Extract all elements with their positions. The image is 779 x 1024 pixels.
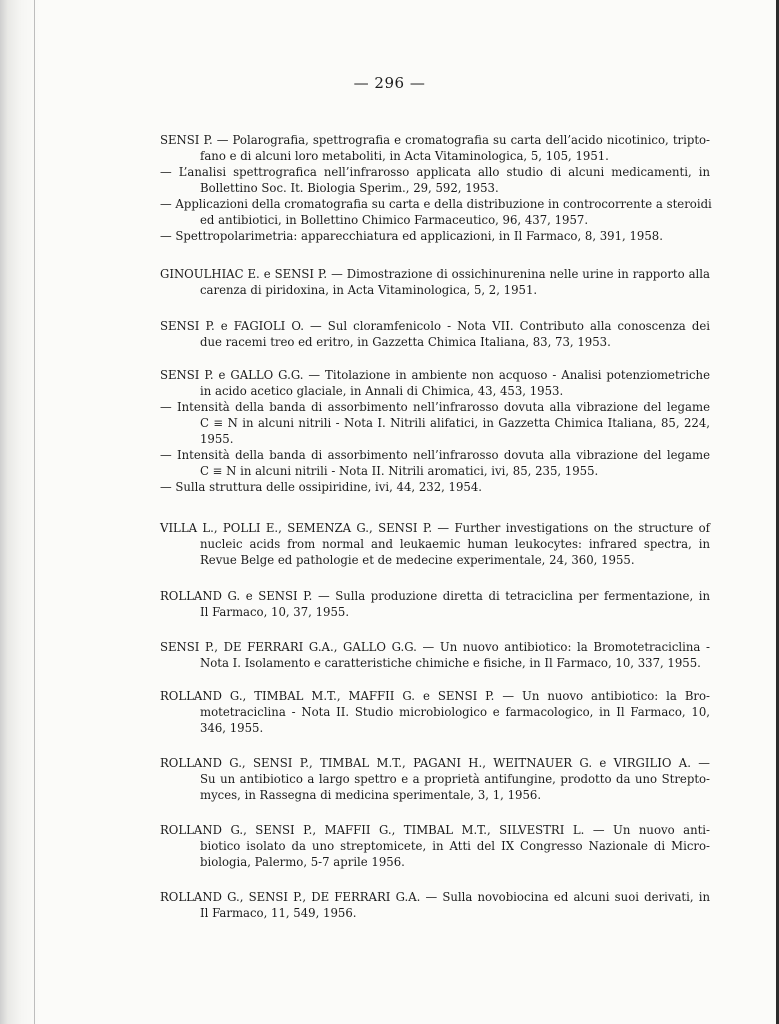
- entry-line: C ≡ N in alcuni nitrili - Nota II. Nitrili aromatici, ivi, 85, 235, 1955.: [200, 464, 599, 478]
- entry-line: 346, 1955.: [200, 721, 264, 735]
- bibliography-entry: [160, 822, 710, 870]
- entry-line: biotico isolato da uno streptomicete, in Atti del IX Congresso Nazionale di Micro-: [200, 839, 710, 853]
- entry-line: carenza di piridoxina, in Acta Vitaminologica, 5, 2, 1951.: [200, 283, 538, 297]
- entry-line: Il Farmaco, 11, 549, 1956.: [200, 906, 357, 920]
- entry-line: ROLLAND G., SENSI P., DE FERRARI G.A. — Sulla novobiocina ed alcuni suoi derivati, in: [160, 890, 710, 904]
- bibliography-entry: [160, 755, 710, 803]
- entry-line: Revue Belge ed pathologie et de medecine experimentale, 24, 360, 1955.: [200, 553, 635, 567]
- entry-line: SENSI P. e FAGIOLI O. — Sul cloramfenicolo - Nota VII. Contributo alla conoscenza dei: [160, 319, 710, 333]
- entry-line: ed antibiotici, in Bollettino Chimico Farmaceutico, 96, 437, 1957.: [200, 213, 589, 227]
- entry-line: motetraciclina - Nota II. Studio microbiologico e farmacologico, in Il Farmaco, 10,: [200, 705, 710, 719]
- entry-line: ROLLAND G. e SENSI P. — Sulla produzione diretta di tetraciclina per fermentazione, in: [160, 589, 710, 603]
- entry-line: ROLLAND G., TIMBAL M.T., MAFFII G. e SENSI P. — Un nuovo antibiotico: la Bro-: [160, 689, 710, 703]
- bibliography-entry: [160, 132, 710, 244]
- page-number: — 296 —: [353, 74, 426, 92]
- entry-line: — Spettropolarimetria: apparecchiatura ed applicazioni, in Il Farmaco, 8, 391, 1958.: [160, 229, 663, 243]
- entry-line: ROLLAND G., SENSI P., MAFFII G., TIMBAL M.T., SILVESTRI L. — Un nuovo anti-: [160, 823, 710, 837]
- entry-line: Bollettino Soc. It. Biologia Sperim., 29, 592, 1953.: [200, 181, 499, 195]
- bibliography-entry: [160, 318, 710, 350]
- entry-line: — Intensità della banda di assorbimento nell’infrarosso dovuta alla vibrazione del legame: [160, 448, 710, 462]
- bibliography-entry: [160, 688, 710, 736]
- entry-line: myces, in Rassegna di medicina sperimentale, 3, 1, 1956.: [200, 788, 542, 802]
- entry-line: — Applicazioni della cromatografia su carta e della distribuzione in controcorrente a steroidi: [160, 197, 712, 211]
- entry-line: SENSI P. e GALLO G.G. — Titolazione in ambiente non acquoso - Analisi potenziometriche: [160, 368, 710, 382]
- entry-line: — L’analisi spettrografica nell’infrarosso applicata allo studio di alcuni medicamenti, in: [160, 165, 710, 179]
- entry-line: nucleic acids from normal and leukaemic human leukocytes: infrared spectra, in: [200, 537, 710, 551]
- entry-line: due racemi treo ed eritro, in Gazzetta Chimica Italiana, 83, 73, 1953.: [200, 335, 611, 349]
- bibliography-entry: [160, 367, 710, 495]
- entry-line: GINOULHIAC E. e SENSI P. — Dimostrazione di ossichinurenina nelle urine in rapporto alla: [160, 267, 710, 281]
- bibliography-entry: [160, 588, 710, 620]
- entry-line: fano e di alcuni loro metaboliti, in Acta Vitaminologica, 5, 105, 1951.: [200, 149, 609, 163]
- entry-line: in acido acetico glaciale, in Annali di Chimica, 43, 453, 1953.: [200, 384, 564, 398]
- entry-line: C ≡ N in alcuni nitrili - Nota I. Nitrili alifatici, in Gazzetta Chimica Italiana, 85, 224,: [200, 416, 710, 430]
- entry-line: 1955.: [200, 432, 234, 446]
- binding-edge-line: [34, 0, 35, 1024]
- bibliography-entry: [160, 266, 710, 298]
- entry-line: biologia, Palermo, 5-7 aprile 1956.: [200, 855, 405, 869]
- entry-line: ROLLAND G., SENSI P., TIMBAL M.T., PAGANI H., WEITNAUER G. e VIRGILIO A. —: [160, 756, 710, 770]
- entry-line: — Intensità della banda di assorbimento nell’infrarosso dovuta alla vibrazione del legame: [160, 400, 710, 414]
- entry-line: Il Farmaco, 10, 37, 1955.: [200, 605, 350, 619]
- bibliography-entry: [160, 639, 710, 671]
- entry-line: SENSI P. — Polarografia, spettrografia e cromatografia su carta dell’acido nicotinico, tripto-: [160, 133, 710, 147]
- entry-line: Nota I. Isolamento e caratteristiche chimiche e fisiche, in Il Farmaco, 10, 337, 1955.: [200, 656, 701, 670]
- entry-line: — Sulla struttura delle ossipiridine, ivi, 44, 232, 1954.: [160, 480, 483, 494]
- entry-line: Su un antibiotico a largo spettro e a proprietà antifungine, prodotto da uno Strepto-: [200, 772, 710, 786]
- bibliography-entry: [160, 889, 710, 921]
- entry-line: SENSI P., DE FERRARI G.A., GALLO G.G. — Un nuovo antibiotico: la Bromotetraciclina -: [160, 640, 710, 654]
- entry-line: VILLA L., POLLI E., SEMENZA G., SENSI P. — Further investigations on the structure of: [160, 521, 710, 535]
- bibliography-entry: [160, 520, 710, 568]
